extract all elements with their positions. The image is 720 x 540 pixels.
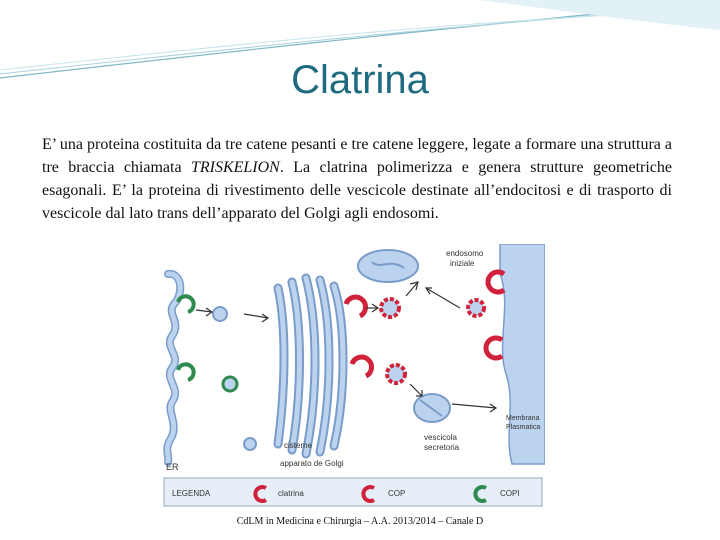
triskelion-term: TRISKELION	[190, 159, 280, 176]
legend-cop-label: COP	[388, 489, 406, 498]
body-paragraph	[42, 133, 672, 225]
legend-title: LEGENDA	[172, 489, 211, 498]
legend-copi-label: COPI	[500, 489, 520, 498]
slide-footer: CdLM in Medicina e Chirurgia – A.A. 2013/2014 – Canale D	[236, 516, 484, 527]
early-endosome	[358, 250, 418, 282]
legend-clathrin-label: clatrina	[278, 489, 304, 498]
endosome-label-2: iniziale	[450, 259, 475, 268]
golgi-label: apparato de Golgi	[280, 459, 344, 468]
cisterns-label: cisterne	[284, 441, 313, 450]
vesicle-label-2: secretoria	[424, 443, 460, 452]
membrane-label: Membrana	[506, 415, 540, 422]
membrane-label-2: Plasmatica	[506, 424, 541, 431]
vesicle-label: vescicola	[424, 433, 457, 442]
paragraph-text-1: E’ una proteina costituita da tre catene pesanti e tre catene leggere, legate a formare una struttura a tre braccia chiamata	[42, 136, 672, 176]
endosome-label: endosomo	[446, 249, 484, 258]
er-label: ER	[166, 462, 179, 472]
clathrin-golgi-diagram	[160, 244, 545, 512]
slide-title: Clatrina	[291, 58, 429, 102]
paragraph-text-2: . La clatrina polimerizza e genera strutture geometriche esagonali. E’ la proteina di rivestimento delle vescicole destinate all’endocitosi e di trasporto di vescicole dal lato trans dell’apparato del Golgi agli endosomi.	[42, 159, 673, 222]
